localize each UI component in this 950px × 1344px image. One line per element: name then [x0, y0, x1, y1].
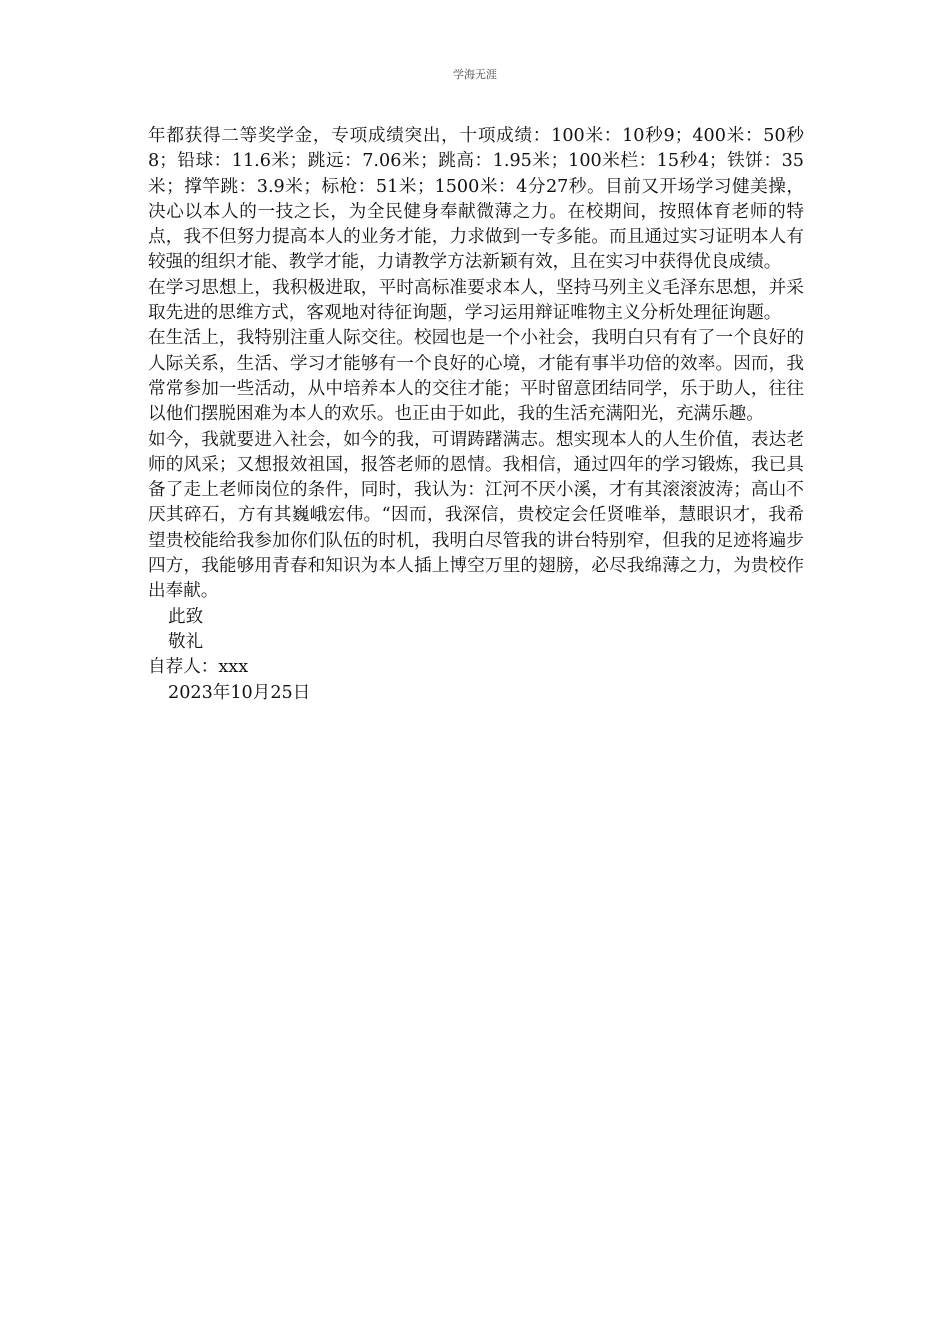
letter-body	[148, 124, 804, 706]
paragraph-achievements: 年都获得二等奖学金，专项成绩突出，十项成绩：100米：10秒9；400米：50秒8；铅球：11.6米；跳远：7.06米；跳高：1.95米；100米栏：15秒4；铁饼：35米；撑竿跳：3.9米；标枪：51米；1500米：4分27秒。目前又开场学习健美操，决心以本人的一技之长，为全民健身奉献微薄之力。在校期间，按照体育老师的特点，我不但努力提高本人的业务才能，力求做到一专多能。而且通过实习证明本人有较强的组织才能、教学才能，力请教学方法新颖有效，且在实习中获得优良成绩。	[148, 126, 804, 273]
page-header: 学海无涯	[453, 68, 497, 81]
paragraph-life: 在生活上，我特别注重人际交往。校园也是一个小社会，我明白只有有了一个良好的人际关系，生活、学习才能够有一个良好的心境，才能有事半功倍的效率。因而，我常常参加一些活动，从中培养本人的交往才能；平时留意团结同学，乐于助人，往往以他们摆脱困难为本人的欢乐。也正由于如此，我的生活充满阳光，充满乐趣。	[148, 328, 804, 425]
paragraph-aspiration: 如今，我就要进入社会，如今的我，可谓踌躇满志。想实现本人的人生价值，表达老师的风采；又想报效祖国，报答老师的恩情。我相信，通过四年的学习锻炼，我已具备了走上老师岗位的条件，同时，我认为：江河不厌小溪，才有其滚滚波涛；高山不厌其碎石，方有其巍峨宏伟。“因而，我深信，贵校定会任贤唯举，慧眼识才，我希望贵校能给我参加你们队伍的时机，我明白尽管我的讲台特别窄，但我的足迹将遍步四方，我能够用青春和知识为本人插上博空万里的翅膀，必尽我绵薄之力，为贵校作出奉献。	[148, 429, 804, 602]
salutation-jingli: 敬礼	[168, 631, 204, 652]
letter-closing	[148, 605, 804, 706]
salutation-cizhi: 此致	[168, 606, 204, 627]
paragraph-study-thought: 在学习思想上，我积极进取，平时高标准要求本人，坚持马列主义毛泽东思想，并采取先进的思维方式，客观地对待征询题，学习运用辩证唯物主义分析处理征询题。	[148, 277, 804, 324]
letter-date: 2023年10月25日	[168, 682, 311, 703]
signer-name: 自荐人：xxx	[148, 657, 249, 678]
